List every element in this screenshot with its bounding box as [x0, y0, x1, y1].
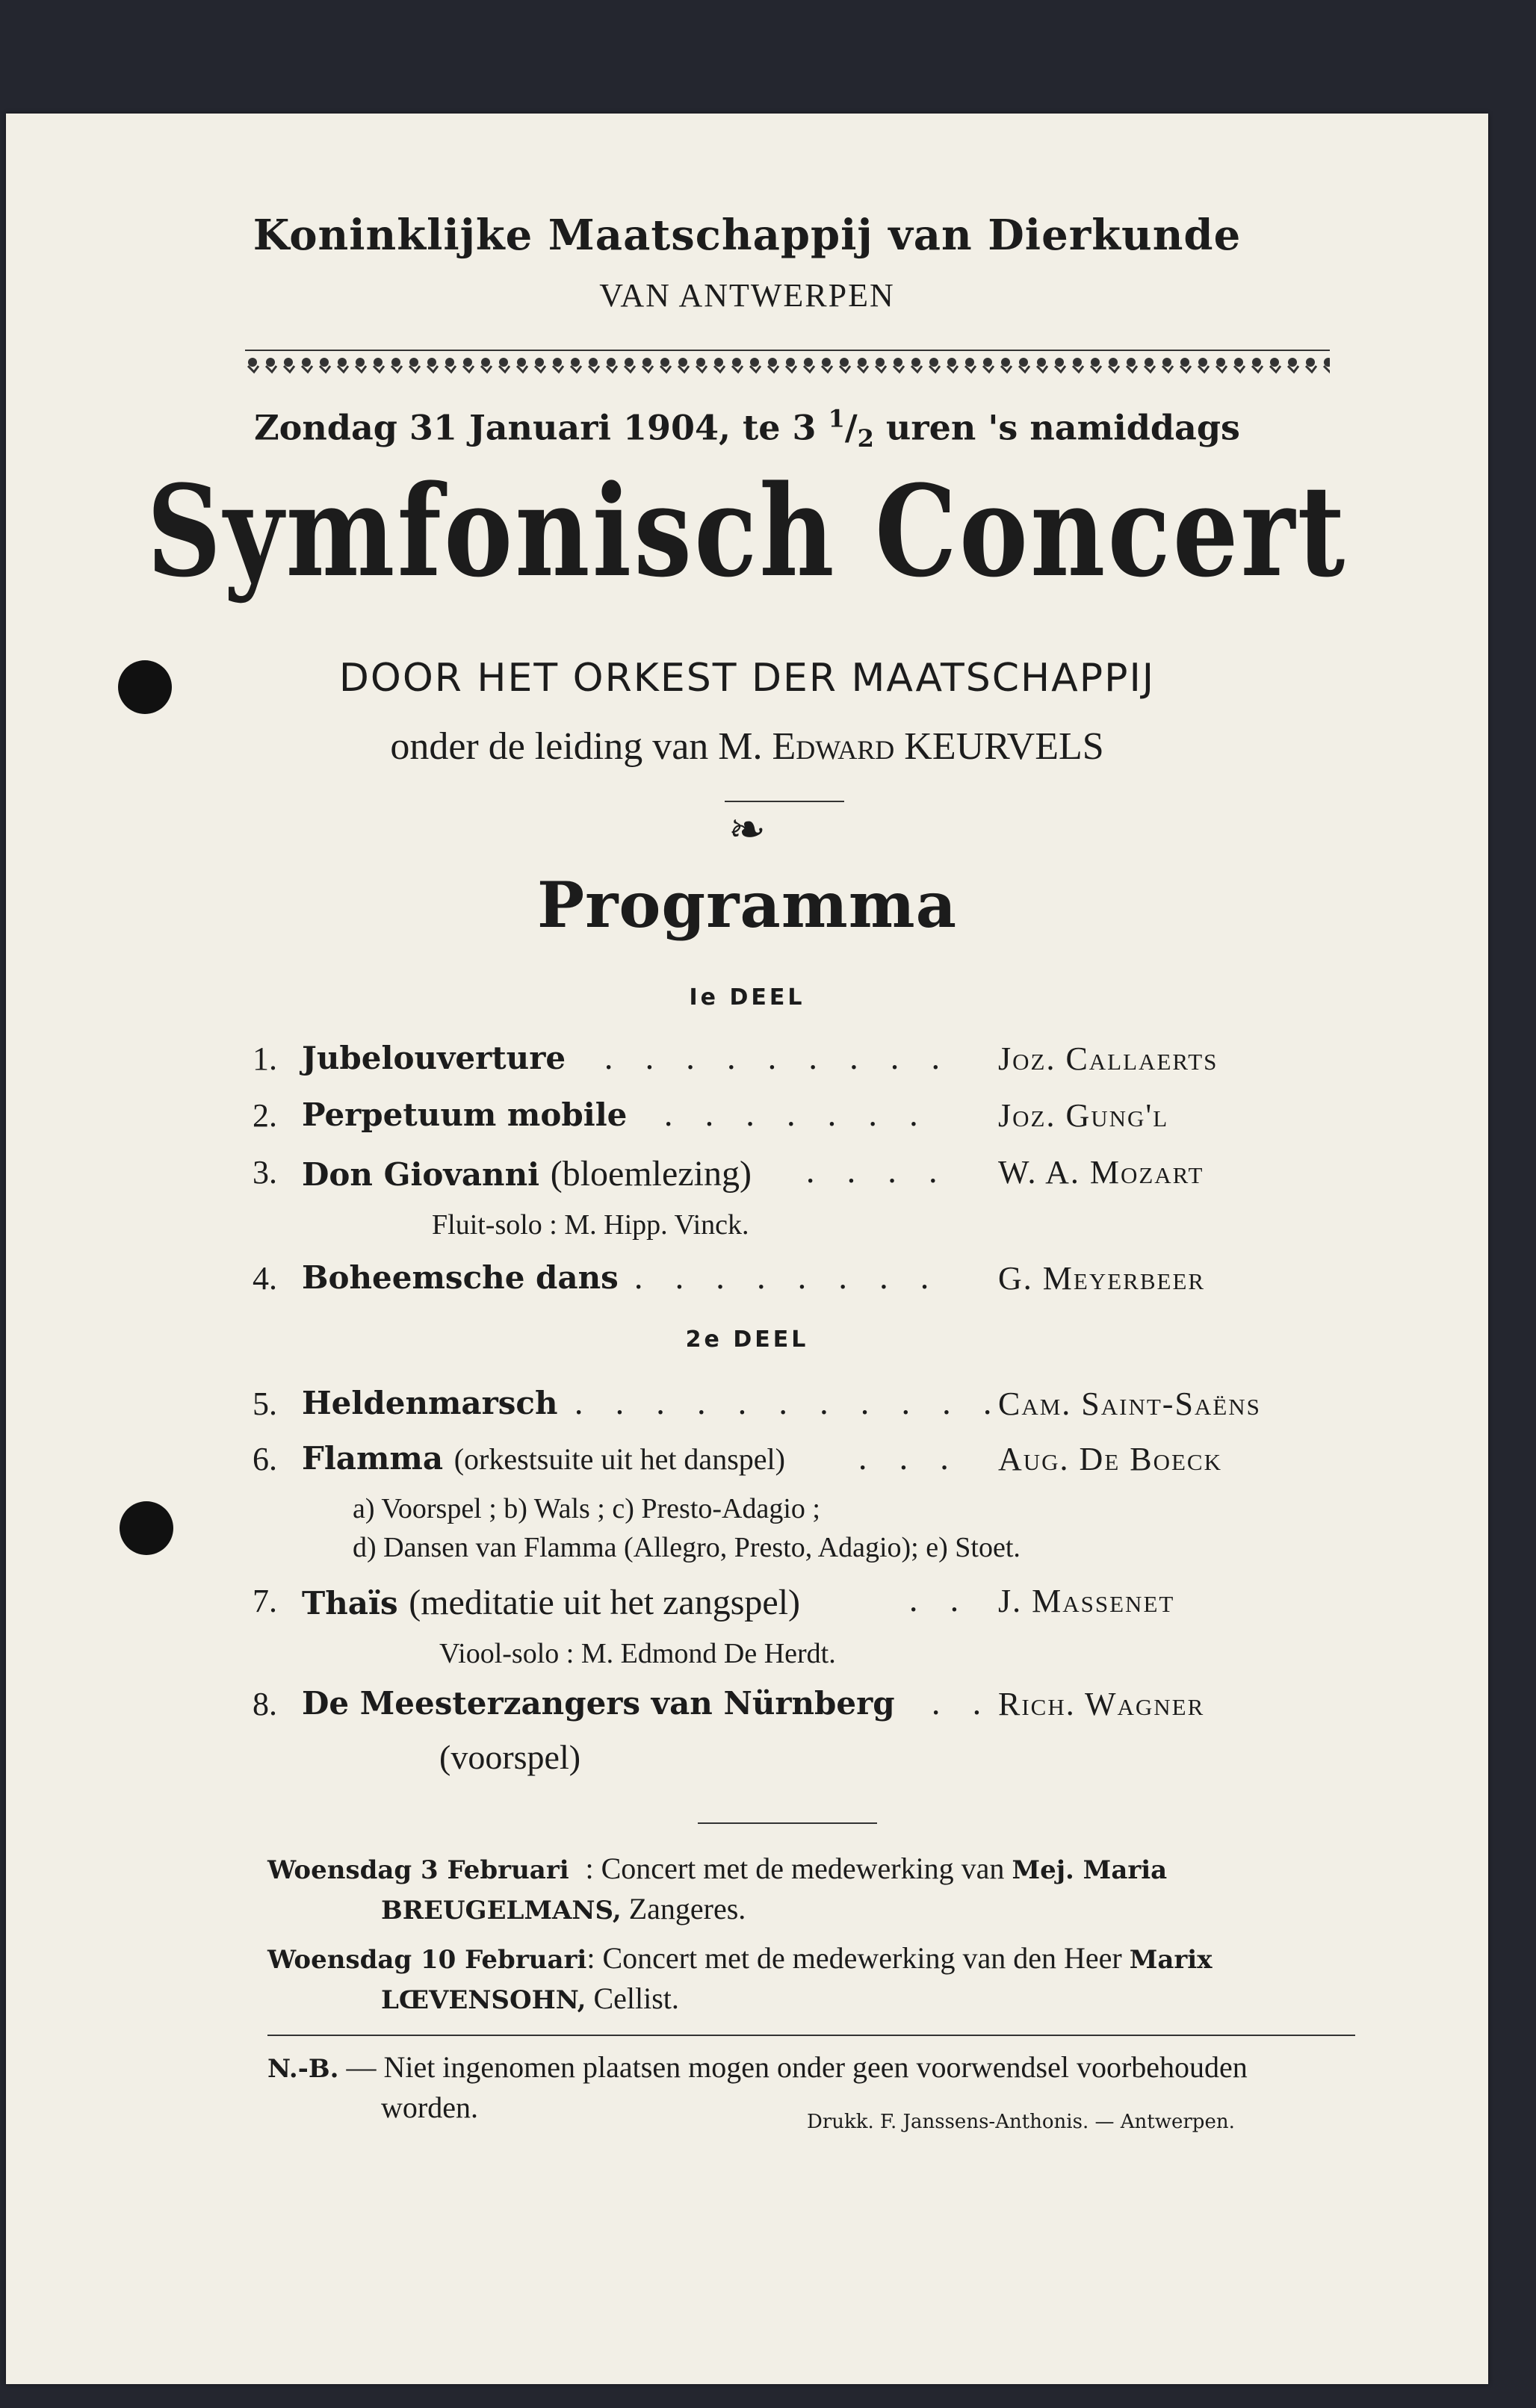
- printer-credit: Drukk. F. Janssens-Anthonis. — Antwerpen.: [807, 2111, 1235, 2133]
- punch-hole: [120, 1501, 173, 1555]
- nb-notice: N.-B. — Niet ingenomen plaatsen mogen onder geen voorwendsel voorbehouden: [267, 2050, 1248, 2084]
- program-item: 5. Heldenmarsch . . . . . . . . . . . Cam. Saint-Saëns: [253, 1385, 1261, 1422]
- flamma-parts-d: d) Dansen van Flamma (Allegro, Presto, Adagio); e) Stoet.: [353, 1532, 1021, 1563]
- conductor-last-name: KEURVELS: [904, 725, 1104, 768]
- footer-rule: [267, 2035, 1355, 2036]
- short-rule: [725, 801, 844, 802]
- announcement-2: Woensdag 10 Februari: Concert met de medewerking van den Heer Marix: [267, 1941, 1213, 1975]
- program-item: 2. Perpetuum mobile . . . . . . . Joz. Gung'l: [253, 1096, 1169, 1134]
- flute-solo-note: Fluit-solo : M. Hipp. Vinck.: [432, 1209, 749, 1241]
- wagner-prelude-note: (voorspel): [439, 1738, 581, 1776]
- program-heading: Programma: [536, 868, 958, 942]
- ornamental-border: [245, 356, 1330, 375]
- nb-notice-continued: worden.: [381, 2091, 478, 2124]
- conductor-prefix: onder de leiding van M.: [390, 725, 763, 768]
- program-item: 3. Don Giovanni (bloemlezing) . . . . W. A. Mozart: [253, 1153, 1204, 1194]
- conductor-first-name: Edward: [772, 725, 895, 768]
- fraction: $^1/_2$: [828, 405, 874, 453]
- section-rule: [698, 1822, 877, 1824]
- date-rest: uren 's namiddags: [885, 407, 1240, 448]
- announcement-2-artist: LŒVENSOHN, Cellist.: [381, 1982, 679, 2015]
- orchestra-line: DOOR HET ORKEST DER MAATSCHAPPIJ: [338, 656, 1156, 701]
- conductor-line: [6, 724, 1488, 769]
- announcement-1: Woensdag 3 Februari : Concert met de medewerking van Mej. Maria: [267, 1852, 1168, 1885]
- program-item: 6. Flamma (orkestsuite uit het danspel) . . . Aug. De Boeck: [253, 1440, 1222, 1477]
- violin-solo-note: Viool-solo : M. Edmond De Herdt.: [439, 1638, 836, 1669]
- society-name: Koninklijke Maatschappij van Dierkunde: [253, 211, 1242, 260]
- part-two-heading: 2e DEEL: [685, 1326, 809, 1353]
- program-item: 1. Jubelouverture . . . . . . . . . Joz. Callaerts: [253, 1040, 1218, 1077]
- date-text: Zondag 31 Januari 1904, te 3: [254, 407, 817, 448]
- flourish-ornament: ❧: [728, 804, 767, 856]
- part-one-heading: Ie DEEL: [689, 984, 805, 1011]
- header-rule: [245, 350, 1330, 351]
- flamma-parts-a: a) Voorspel ; b) Wals ; c) Presto-Adagio ;: [353, 1493, 820, 1524]
- program-item: 4. Boheemsche dans . . . . . . . . G. Meyerbeer: [253, 1259, 1206, 1297]
- concert-program-sheet: [6, 114, 1488, 2384]
- program-item: 8. De Meesterzangers van Nürnberg . . Rich. Wagner: [253, 1685, 1205, 1722]
- date-line: [6, 405, 1488, 453]
- program-item: 7. Thaïs (meditatie uit het zangspel) . . J. Massenet: [253, 1582, 1175, 1622]
- society-city: VAN ANTWERPEN: [599, 277, 895, 314]
- announcement-1-artist: BREUGELMANS, Zangeres.: [381, 1892, 746, 1926]
- concert-title: Symfonisch Concert: [146, 457, 1348, 605]
